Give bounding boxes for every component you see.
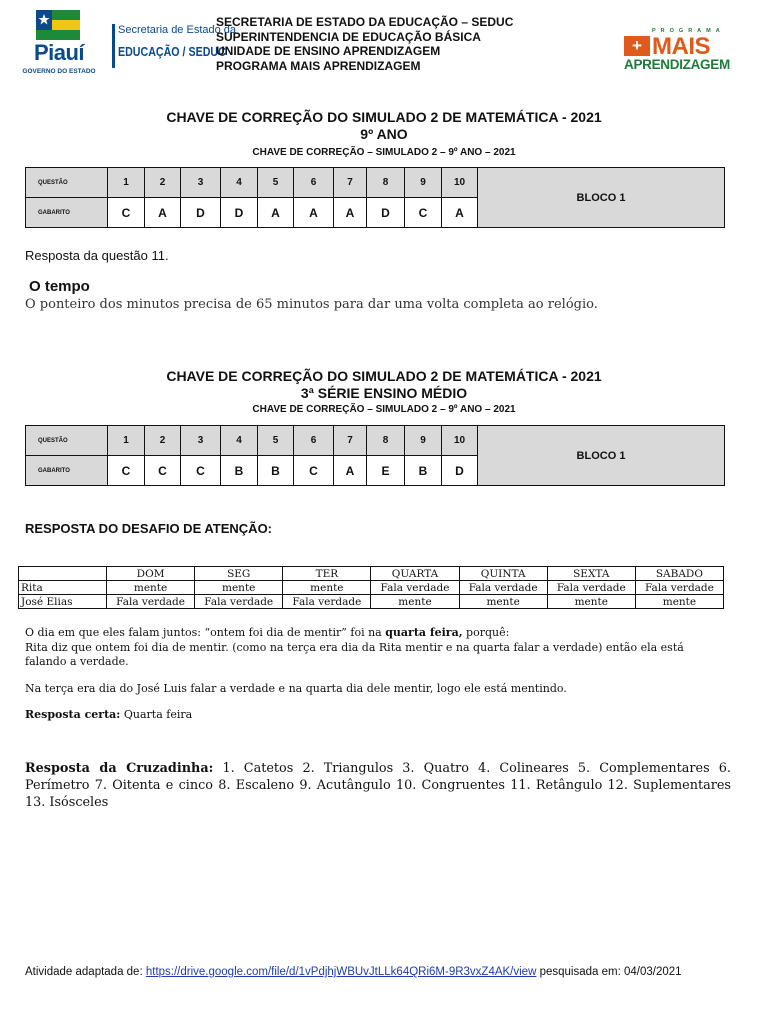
question-number: 1 (108, 168, 145, 198)
question-number: 5 (258, 426, 294, 456)
question-number: 9 (405, 168, 442, 198)
header-line-2: SUPERINTENDENCIA DE EDUCAÇÃO BÁSICA (216, 29, 481, 44)
section1-title: CHAVE DE CORREÇÃO DO SIMULADO 2 DE MATEMÁTICA - 2021 (166, 109, 602, 125)
section2-subtitle: CHAVE DE CORREÇÃO – SIMULADO 2 – 9º ANO – 2021 (252, 404, 516, 415)
piaui-logo (22, 8, 96, 80)
question-number: 3 (181, 426, 221, 456)
table-cell: mente (635, 595, 723, 609)
answer-cell: C (405, 198, 442, 228)
answer-cell: E (367, 456, 405, 486)
desafio-explanation (25, 626, 725, 723)
bloco-label: BLOCO 1 (478, 426, 725, 486)
table-cell: mente (371, 595, 459, 609)
row-name: Rita (19, 581, 107, 595)
answer-cell: D (181, 198, 221, 228)
q11-intro: Resposta da questão 11. (25, 248, 169, 263)
question-number: 4 (221, 426, 258, 456)
answer-cell: C (145, 456, 181, 486)
answer-cell: B (405, 456, 442, 486)
question-number: 6 (294, 426, 334, 456)
table-cell: Fala verdade (547, 581, 635, 595)
q11-heading: O tempo (29, 278, 90, 295)
day-header: DOM (107, 567, 195, 581)
mais-logo-word: MAIS (652, 33, 710, 60)
question-number: 2 (145, 168, 181, 198)
desafio-paragraph-1 (25, 626, 725, 641)
answer-cell: A (258, 198, 294, 228)
row-name: José Elias (19, 595, 107, 609)
answer-label: GABARITO (26, 198, 108, 228)
section1-subtitle: CHAVE DE CORREÇÃO – SIMULADO 2 – 9º ANO – 2021 (252, 147, 516, 158)
header-text (216, 15, 513, 73)
answer-cell: C (294, 456, 334, 486)
question-number: 1 (108, 426, 145, 456)
desafio-paragraph-3: Na terça era dia do José Luis falar a verdade e na quarta dia dele mentir, logo ele está mentindo. (25, 681, 567, 695)
day-header: TER (283, 567, 371, 581)
table-cell: mente (459, 595, 547, 609)
table-cell: Fala verdade (283, 595, 371, 609)
desafio-p1-bold: quarta feira, (385, 626, 463, 639)
table-cell: Fala verdade (371, 581, 459, 595)
question-label: QUESTÃO (26, 426, 108, 456)
seduc-logo-line2: EDUCAÇÃO / SEDUC (118, 44, 226, 59)
desafio-days-table (18, 566, 724, 609)
piaui-logo-subtitle: GOVERNO DO ESTADO (22, 68, 96, 75)
desafio-p1-end: porquê: (462, 626, 510, 639)
table-cell: Fala verdade (459, 581, 547, 595)
day-header: QUINTA (459, 567, 547, 581)
answer-cell: B (258, 456, 294, 486)
answer-cell: D (442, 456, 478, 486)
footer-prefix: Atividade adaptada de: (25, 966, 146, 978)
answer-cell: D (367, 198, 405, 228)
footer-suffix: pesquisada em: 04/03/2021 (536, 966, 682, 978)
header-line-1: SECRETARIA DE ESTADO DA EDUCAÇÃO – SEDUC (216, 15, 514, 29)
header-line-3: UNIDADE DE ENSINO APRENDIZAGEM (216, 44, 441, 58)
desafio-answer-value: Quarta feira (120, 708, 193, 721)
table-cell: Fala verdade (195, 595, 283, 609)
table-cell: mente (547, 595, 635, 609)
question-number: 9 (405, 426, 442, 456)
bloco-label: BLOCO 1 (478, 168, 725, 228)
day-header: SEG (195, 567, 283, 581)
question-number: 8 (367, 426, 405, 456)
question-number: 7 (334, 168, 367, 198)
cruzadinha-text: 1. Catetos 2. Triangulos 3. Quatro 4. Colineares 5. Complementares 6. Perímetro 7. Oitenta e cinco 8. Escaleno 9. Acutângulo 10. Congruentes 11. Retângulo 12. Suplementares 13. Isósceles (25, 761, 731, 810)
mais-logo-programa: PROGRAMA (652, 28, 725, 34)
header-line-4: PROGRAMA MAIS APRENDIZAGEM (216, 58, 421, 73)
piaui-flag-icon (36, 10, 80, 40)
plus-icon: + (624, 36, 650, 56)
seduc-logo-line1: Secretaria de Estado da (118, 24, 237, 36)
spacer (25, 670, 725, 682)
answer-cell: C (108, 198, 145, 228)
answer-cell: A (442, 198, 478, 228)
answer-cell: A (334, 456, 367, 486)
answer-label: GABARITO (26, 456, 108, 486)
desafio-p1-start: O dia em que eles falam juntos: “ontem foi dia de mentir” foi na (25, 626, 386, 639)
question-number: 10 (442, 426, 478, 456)
desafio-paragraph-2: Rita diz que ontem foi dia de mentir. (como na terça era dia da Rita mentir e na quarta falar a verdade) então ela está falando a verdade. (25, 640, 684, 668)
seduc-logo-bar (112, 24, 115, 68)
answer-cell: B (221, 456, 258, 486)
day-header: SABADO (635, 567, 723, 581)
table-row (19, 581, 724, 595)
answer-cell: D (221, 198, 258, 228)
day-header: QUARTA (371, 567, 459, 581)
question-number: 8 (367, 168, 405, 198)
table-cell: Fala verdade (635, 581, 723, 595)
table-cell: mente (283, 581, 371, 595)
question-number: 5 (258, 168, 294, 198)
desafio-answer (25, 708, 725, 723)
section1-answer-key (25, 167, 725, 228)
table-cell: mente (195, 581, 283, 595)
section2-answer-key (25, 425, 725, 486)
question-label: QUESTÃO (26, 168, 108, 198)
table-cell: mente (107, 581, 195, 595)
table-row (19, 595, 724, 609)
question-number: 2 (145, 426, 181, 456)
day-header: SEXTA (547, 567, 635, 581)
desafio-answer-label: Resposta certa: (25, 708, 121, 721)
answer-cell: C (181, 456, 221, 486)
section2-title: CHAVE DE CORREÇÃO DO SIMULADO 2 DE MATEMÁTICA - 2021 (166, 368, 602, 384)
table-cell: Fala verdade (107, 595, 195, 609)
empty-cell (19, 567, 107, 581)
q11-text: O ponteiro dos minutos precisa de 65 minutos para dar uma volta completa ao relógio. (25, 297, 598, 312)
mais-logo-aprendizagem: APRENDIZAGEM (624, 57, 730, 72)
section2-grade: 3ª SÉRIE ENSINO MÉDIO (300, 385, 468, 401)
cruzadinha-label: Resposta da Cruzadinha: (25, 761, 214, 776)
source-link[interactable]: https://drive.google.com/file/d/1vPdjhjWBUvJtLLk64QRi6M-9R3vxZ4AK/view (145, 966, 537, 978)
cruzadinha-answer (25, 760, 731, 811)
question-number: 6 (294, 168, 334, 198)
answer-cell: C (108, 456, 145, 486)
seduc-logo (112, 22, 237, 72)
piaui-logo-name: Piauí (33, 40, 85, 65)
answer-cell: A (334, 198, 367, 228)
question-number: 7 (334, 426, 367, 456)
question-number: 10 (442, 168, 478, 198)
footer-source (25, 966, 682, 978)
question-number: 4 (221, 168, 258, 198)
section1-grade: 9º ANO (360, 126, 408, 142)
mais-aprendizagem-logo (622, 28, 742, 72)
answer-cell: A (294, 198, 334, 228)
question-number: 3 (181, 168, 221, 198)
answer-cell: A (145, 198, 181, 228)
spacer (25, 696, 725, 708)
desafio-heading: RESPOSTA DO DESAFIO DE ATENÇÃO: (25, 521, 273, 536)
